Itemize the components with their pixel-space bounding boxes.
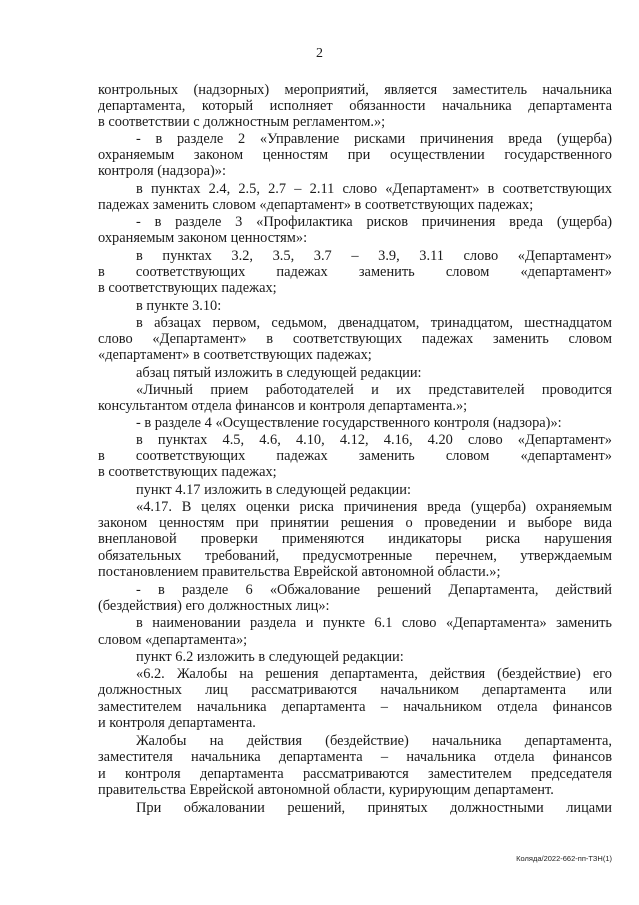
- body-line: в соответствии с должностным регламентом.»;: [98, 114, 386, 130]
- body-line: - в разделе 2 «Управление рисками причинения вреда (ущерба): [136, 131, 612, 147]
- body-line: и контроля департамента.: [98, 715, 256, 731]
- body-line: «департамент» в соответствующих падежах;: [98, 347, 372, 363]
- body-line: в абзацах первом, седьмом, двенадцатом, тринадцатом, шестнадцатом: [136, 315, 612, 331]
- body-line: законом ценностям при принятии решения о проведении и выборе вида: [98, 515, 612, 531]
- body-line: в пункте 3.10:: [136, 298, 222, 314]
- body-line: охраняемым законом ценностям»:: [98, 230, 308, 246]
- body-line: в соответствующих падежах;: [98, 464, 277, 480]
- body-line: - в разделе 4 «Осуществление государственного контроля (надзора)»:: [136, 415, 562, 431]
- body-line: консультантом отдела финансов и контроля департамента.»;: [98, 398, 468, 414]
- body-line: правительства Еврейской автономной области, курирующим департамент.: [98, 782, 554, 798]
- body-line: департамента, который исполняет обязанности начальника департамента: [98, 98, 612, 114]
- body-line: абзац пятый изложить в следующей редакции:: [136, 365, 422, 381]
- body-line: падежах заменить словом «департамент» в соответствующих падежах;: [98, 197, 534, 213]
- body-line: заместителя начальника департамента – начальника отдела финансов: [98, 749, 612, 765]
- body-line: «4.17. В целях оценки риска причинения вреда (ущерба) охраняемым: [136, 499, 612, 515]
- body-line: словом «департамента»;: [98, 632, 248, 648]
- body-line: слово «Департамент» в соответствующих падежах заменить словом: [98, 331, 612, 347]
- body-line: «6.2. Жалобы на решения департамента, действия (бездействие) его: [136, 666, 612, 682]
- body-line: внеплановой проверки применяются индикаторы риска нарушения: [98, 531, 612, 547]
- document-registration-code: Коляда/2022-662-пп-ТЗН(1): [516, 854, 612, 863]
- body-line: - в разделе 3 «Профилактика рисков причинения вреда (ущерба): [136, 214, 612, 230]
- body-line: (бездействия) его должностных лиц»:: [98, 598, 330, 614]
- body-line: контрольных (надзорных) мероприятий, является заместитель начальника: [98, 82, 612, 98]
- body-line: пункт 6.2 изложить в следующей редакции:: [136, 649, 404, 665]
- body-line: «Личный прием работодателей и их представителей проводится: [136, 382, 612, 398]
- body-line: - в разделе 6 «Обжалование решений Департамента, действий: [136, 582, 612, 598]
- body-line: заместителем начальника департамента – начальником отдела финансов: [98, 699, 612, 715]
- body-line: Жалобы на действия (бездействие) начальника департамента,: [136, 733, 612, 749]
- body-line: должностных лиц рассматриваются начальником департамента или: [98, 682, 612, 698]
- body-line: в пунктах 3.2, 3.5, 3.7 – 3.9, 3.11 слово «Департамент»: [136, 248, 612, 264]
- body-line: охраняемым законом ценностям при осуществлении государственного: [98, 147, 612, 163]
- body-line: пункт 4.17 изложить в следующей редакции:: [136, 482, 411, 498]
- body-line: в соответствующих падежах заменить словом «департамент»: [98, 264, 612, 280]
- body-line: в соответствующих падежах заменить словом «департамент»: [98, 448, 612, 464]
- body-line: При обжаловании решений, принятых должностными лицами: [136, 800, 612, 816]
- body-line: обязательных требований, предусмотренные перечнем, утверждаемым: [98, 548, 612, 564]
- page-number: 2: [316, 46, 323, 61]
- body-line: в соответствующих падежах;: [98, 280, 277, 296]
- body-line: в наименовании раздела и пункте 6.1 слово «Департамента» заменить: [136, 615, 612, 631]
- body-line: постановлением правительства Еврейской автономной области.»;: [98, 564, 501, 580]
- body-line: контроля (надзора)»:: [98, 163, 226, 179]
- body-line: и контроля департамента рассматриваются заместителем председателя: [98, 766, 612, 782]
- body-line: в пунктах 2.4, 2.5, 2.7 – 2.11 слово «Департамент» в соответствующих: [136, 181, 612, 197]
- body-line: в пунктах 4.5, 4.6, 4.10, 4.12, 4.16, 4.20 слово «Департамент»: [136, 432, 612, 448]
